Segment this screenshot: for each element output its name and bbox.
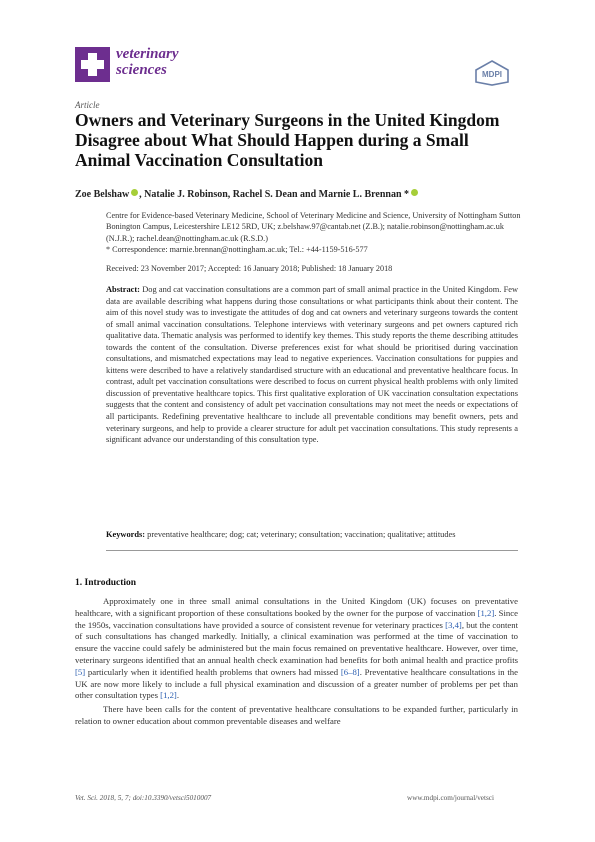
citation-link[interactable]: [6–8]: [340, 666, 360, 677]
article-type: Article: [75, 100, 100, 110]
footer-citation: Vet. Sci. 2018, 5, 7; doi:10.3390/vetsci5010007: [75, 794, 212, 802]
author-list: [75, 189, 419, 200]
paragraph: Approximately one in three small animal consultations in the United Kingdom (UK) focuses on preventative healthcare, with a significant proportion of these consultations booked by the owner for the purpose of vaccination [1,2]. Since the 1950s, vaccination consultations have provided a source of consistent revenue for veterinary practices [3,4], but the content of such consultations has changed markedly. Initially, a clinical examination was performed at the time of vaccination to ensure the vaccine could safely be administered but the main focus remained on preventative healthcare. However, over time, veterinary surgeons identified that an annual health check examination had benefits for both animal health and practice profits [5] particularly when it identified health problems that owners had missed [6–8]. Preventative healthcare consultations in the UK are now more likely to include a full physical examination and discussion of a greater number of problems per pet than other consultation types [1,2].: [75, 596, 518, 701]
keywords-text: preventative healthcare; dog; cat; veterinary; consultation; vaccination; qualitative; attitudes: [147, 530, 456, 539]
journal-logo-icon: [75, 47, 110, 82]
journal-name: veterinary sciences: [116, 46, 179, 78]
section-heading: 1. Introduction: [75, 578, 137, 588]
abstract-text: Dog and cat vaccination consultations are a common part of small animal practice in the United Kingdom. Few data are available describing what happens during those consultations or what participants think about their content. The aim of this novel study was to investigate the attitudes of dog and cat owners and veterinary surgeons towards the content of small animal vaccination consultations. Telephone interviews with veterinary surgeons and pet owners captured rich qualitative data. Thematic analysis was performed to identify key themes. This study reports the theme describing attitudes towards the content of the consultation. Diverse preferences exist for what should be prioritised during vaccination consultations, and mismatched expectations may lead to negative experiences. Vaccination consultations for puppies and kittens were described to have a relatively standardised structure with an educational and preventative healthcare focus. In contrast, adult pet vaccination consultations were described to focus on current physical health problems with only limited discussion of preventative healthcare topics. This first qualitative exploration of UK vaccination consultation expectations suggests that the content and consistency of adult pet vaccination consultations may not meet the needs or expectations of all participants. Redefining preventative healthcare to include all preventable conditions may benefit owners, pets and veterinary surgeons, and help to provide a clearer structure for adult pet vaccination consultations. This study represents a significant advance our understanding of this consultation type.: [106, 285, 519, 445]
author-first: Zoe Belshaw: [75, 189, 130, 200]
abstract-label: Abstract:: [106, 285, 140, 294]
keywords-label: Keywords:: [106, 530, 146, 539]
author-others: , Natalie J. Robinson, Rachel S. Dean and Marnie L. Brennan *: [139, 189, 410, 200]
paragraph: There have been calls for the content of preventative healthcare consultations to be expanded further, particularly in relation to owner education about common preventable diseases and welfare: [75, 704, 518, 726]
citation-link[interactable]: [3,4]: [445, 619, 462, 630]
orcid-icon[interactable]: [131, 189, 138, 196]
divider: [106, 550, 518, 551]
mdpi-logo-icon: [474, 60, 510, 86]
footer-url[interactable]: www.mdpi.com/journal/vetsci: [407, 794, 494, 802]
body-text: [75, 596, 518, 730]
publication-dates: Received: 23 November 2017; Accepted: 16 January 2018; Published: 18 January 2018: [106, 264, 393, 273]
citation-link[interactable]: [1,2]: [477, 607, 495, 618]
abstract: [106, 284, 518, 446]
affiliation: [106, 210, 526, 255]
article-title: Owners and Veterinary Surgeons in the United Kingdom Disagree about What Should Happen during a Small Animal Vaccination Consultation: [75, 110, 500, 170]
citation-link[interactable]: [5]: [75, 666, 86, 677]
correspondence: * Correspondence: marnie.brennan@nottingham.ac.uk; Tel.: +44-1159-516-577: [106, 244, 368, 254]
orcid-icon[interactable]: [411, 189, 418, 196]
affiliation-text: Centre for Evidence-based Veterinary Medicine, School of Veterinary Medicine and Science, University of Nottingham Sutton Bonington Campus, Leicestershire LE12 5RD, UK; z.belshaw.97@cantab.net (Z.B.); natalie.robinson@nottingham.ac.uk (N.J.R.); rachel.dean@nottingham.ac.uk (R.S.D.): [106, 211, 521, 243]
citation-link[interactable]: [1,2]: [160, 690, 177, 701]
svg-text:MDPI: MDPI: [482, 70, 502, 79]
keywords: [106, 530, 526, 539]
